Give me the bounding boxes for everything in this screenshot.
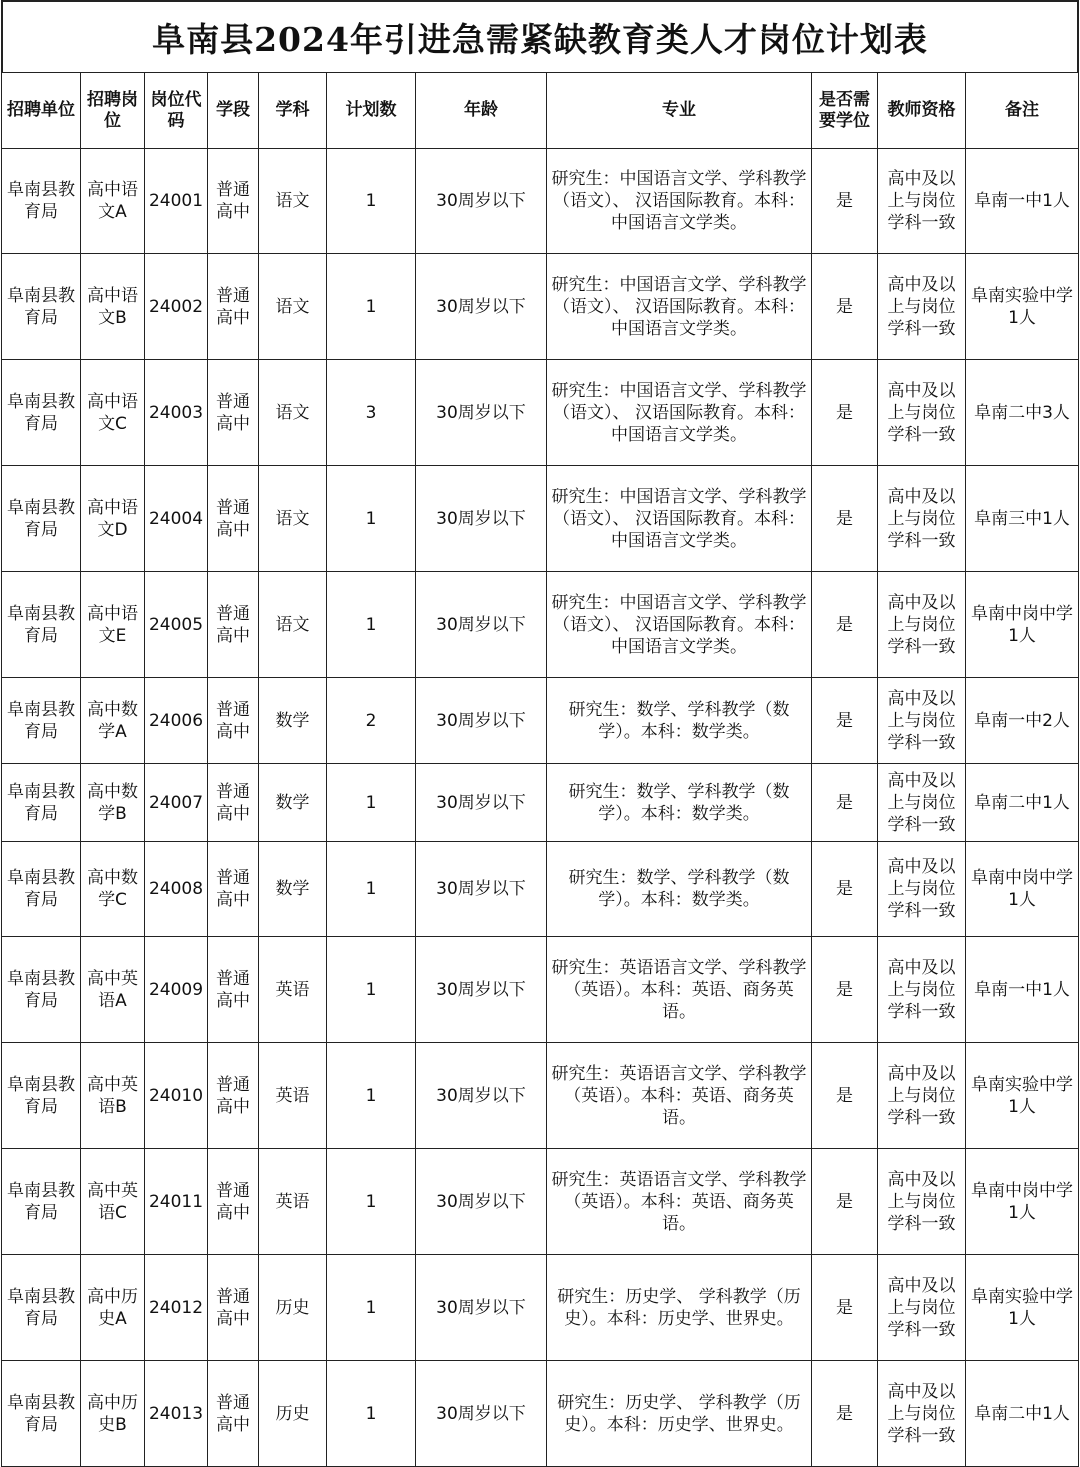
cell-count: 1	[327, 254, 416, 360]
cell-post: 高中语文A	[81, 149, 145, 254]
table-row	[2, 1043, 1079, 1149]
cell-age: 30周岁以下	[416, 572, 547, 678]
cell-subject: 数学	[259, 678, 327, 764]
cell-note: 阜南二中1人	[966, 764, 1079, 842]
header-cell-age: 年龄	[416, 73, 547, 149]
cell-note: 阜南实验中学1人	[966, 1043, 1079, 1149]
cell-note: 阜南实验中学1人	[966, 1255, 1079, 1361]
cell-unit: 阜南县教育局	[2, 1361, 81, 1467]
cell-note: 阜南一中1人	[966, 149, 1079, 254]
table-row	[2, 678, 1079, 764]
cell-major: 研究生：中国语言文学、学科教学（语文）、 汉语国际教育。本科：中国语言文学类。	[547, 149, 812, 254]
cell-unit: 阜南县教育局	[2, 466, 81, 572]
header-cell-cert: 教师资格	[878, 73, 966, 149]
cell-code: 24007	[145, 764, 208, 842]
cell-age: 30周岁以下	[416, 466, 547, 572]
cell-subject: 历史	[259, 1361, 327, 1467]
cell-degree: 是	[812, 254, 878, 360]
cell-post: 高中语文E	[81, 572, 145, 678]
cell-cert: 高中及以上与岗位学科一致	[878, 1255, 966, 1361]
cell-post: 高中语文C	[81, 360, 145, 466]
cell-subject: 历史	[259, 1255, 327, 1361]
cell-unit: 阜南县教育局	[2, 149, 81, 254]
table-row	[2, 360, 1079, 466]
cell-age: 30周岁以下	[416, 360, 547, 466]
cell-cert: 高中及以上与岗位学科一致	[878, 254, 966, 360]
cell-unit: 阜南县教育局	[2, 1043, 81, 1149]
cell-major: 研究生：历史学、 学科教学（历史）。本科：历史学、世界史。	[547, 1255, 812, 1361]
cell-subject: 英语	[259, 1043, 327, 1149]
cell-post: 高中语文D	[81, 466, 145, 572]
header-cell-subject: 学科	[259, 73, 327, 149]
cell-degree: 是	[812, 1361, 878, 1467]
cell-stage: 普通高中	[208, 1361, 259, 1467]
cell-cert: 高中及以上与岗位学科一致	[878, 1043, 966, 1149]
cell-subject: 英语	[259, 1149, 327, 1255]
cell-note: 阜南一中2人	[966, 678, 1079, 764]
cell-age: 30周岁以下	[416, 937, 547, 1043]
cell-degree: 是	[812, 149, 878, 254]
cell-code: 24001	[145, 149, 208, 254]
cell-count: 1	[327, 149, 416, 254]
cell-count: 1	[327, 1149, 416, 1255]
page-title: 阜南县2024年引进急需紧缺教育类人才岗位计划表	[1, 0, 1079, 72]
cell-count: 1	[327, 1255, 416, 1361]
cell-unit: 阜南县教育局	[2, 254, 81, 360]
cell-major: 研究生：英语语言文学、学科教学（英语）。本科：英语、商务英语。	[547, 1043, 812, 1149]
cell-cert: 高中及以上与岗位学科一致	[878, 1149, 966, 1255]
cell-age: 30周岁以下	[416, 254, 547, 360]
cell-stage: 普通高中	[208, 1149, 259, 1255]
cell-note: 阜南实验中学1人	[966, 254, 1079, 360]
cell-degree: 是	[812, 1043, 878, 1149]
cell-post: 高中数学B	[81, 764, 145, 842]
cell-cert: 高中及以上与岗位学科一致	[878, 572, 966, 678]
cell-code: 24005	[145, 572, 208, 678]
cell-cert: 高中及以上与岗位学科一致	[878, 360, 966, 466]
cell-count: 1	[327, 466, 416, 572]
table-row	[2, 1149, 1079, 1255]
cell-stage: 普通高中	[208, 572, 259, 678]
cell-count: 1	[327, 1043, 416, 1149]
cell-count: 1	[327, 1361, 416, 1467]
cell-major: 研究生：历史学、 学科教学（历史）。本科：历史学、世界史。	[547, 1361, 812, 1467]
cell-stage: 普通高中	[208, 764, 259, 842]
cell-age: 30周岁以下	[416, 1149, 547, 1255]
recruitment-plan-table	[1, 72, 1079, 1467]
table-row	[2, 842, 1079, 937]
cell-unit: 阜南县教育局	[2, 572, 81, 678]
cell-unit: 阜南县教育局	[2, 360, 81, 466]
cell-major: 研究生：中国语言文学、学科教学（语文）、 汉语国际教育。本科：中国语言文学类。	[547, 572, 812, 678]
cell-age: 30周岁以下	[416, 764, 547, 842]
table-row	[2, 466, 1079, 572]
cell-count: 2	[327, 678, 416, 764]
cell-post: 高中数学C	[81, 842, 145, 937]
table-row	[2, 254, 1079, 360]
cell-count: 1	[327, 842, 416, 937]
table-body	[2, 149, 1079, 1467]
cell-note: 阜南三中1人	[966, 466, 1079, 572]
cell-major: 研究生：英语语言文学、学科教学（英语）。本科：英语、商务英语。	[547, 1149, 812, 1255]
table-row	[2, 1361, 1079, 1467]
table-row	[2, 764, 1079, 842]
cell-code: 24008	[145, 842, 208, 937]
cell-code: 24013	[145, 1361, 208, 1467]
cell-subject: 英语	[259, 937, 327, 1043]
cell-unit: 阜南县教育局	[2, 678, 81, 764]
cell-major: 研究生：中国语言文学、学科教学（语文）、 汉语国际教育。本科：中国语言文学类。	[547, 254, 812, 360]
cell-major: 研究生：中国语言文学、学科教学（语文）、 汉语国际教育。本科：中国语言文学类。	[547, 466, 812, 572]
cell-age: 30周岁以下	[416, 149, 547, 254]
cell-code: 24004	[145, 466, 208, 572]
header-cell-major: 专业	[547, 73, 812, 149]
cell-unit: 阜南县教育局	[2, 937, 81, 1043]
cell-degree: 是	[812, 572, 878, 678]
cell-age: 30周岁以下	[416, 1361, 547, 1467]
cell-subject: 语文	[259, 360, 327, 466]
cell-note: 阜南中岗中学1人	[966, 842, 1079, 937]
cell-major: 研究生：数学、学科教学（数学）。本科：数学类。	[547, 842, 812, 937]
table-row	[2, 149, 1079, 254]
cell-code: 24006	[145, 678, 208, 764]
cell-code: 24009	[145, 937, 208, 1043]
cell-count: 1	[327, 572, 416, 678]
cell-stage: 普通高中	[208, 466, 259, 572]
cell-note: 阜南中岗中学1人	[966, 1149, 1079, 1255]
cell-age: 30周岁以下	[416, 1043, 547, 1149]
cell-subject: 语文	[259, 254, 327, 360]
header-cell-note: 备注	[966, 73, 1079, 149]
header-row	[2, 73, 1079, 149]
cell-cert: 高中及以上与岗位学科一致	[878, 149, 966, 254]
cell-degree: 是	[812, 678, 878, 764]
cell-post: 高中英语A	[81, 937, 145, 1043]
cell-post: 高中英语B	[81, 1043, 145, 1149]
cell-code: 24010	[145, 1043, 208, 1149]
cell-note: 阜南二中1人	[966, 1361, 1079, 1467]
cell-code: 24011	[145, 1149, 208, 1255]
cell-subject: 数学	[259, 764, 327, 842]
header-cell-degree: 是否需要学位	[812, 73, 878, 149]
cell-count: 3	[327, 360, 416, 466]
cell-post: 高中英语C	[81, 1149, 145, 1255]
cell-degree: 是	[812, 764, 878, 842]
cell-major: 研究生：英语语言文学、学科教学（英语）。本科：英语、商务英语。	[547, 937, 812, 1043]
cell-unit: 阜南县教育局	[2, 764, 81, 842]
header-cell-count: 计划数	[327, 73, 416, 149]
cell-subject: 数学	[259, 842, 327, 937]
cell-post: 高中历史A	[81, 1255, 145, 1361]
cell-degree: 是	[812, 466, 878, 572]
table-row	[2, 1255, 1079, 1361]
cell-subject: 语文	[259, 466, 327, 572]
cell-age: 30周岁以下	[416, 678, 547, 764]
cell-cert: 高中及以上与岗位学科一致	[878, 842, 966, 937]
header-cell-code: 岗位代码	[145, 73, 208, 149]
cell-code: 24003	[145, 360, 208, 466]
cell-degree: 是	[812, 360, 878, 466]
cell-count: 1	[327, 764, 416, 842]
cell-note: 阜南一中1人	[966, 937, 1079, 1043]
cell-degree: 是	[812, 1149, 878, 1255]
cell-note: 阜南中岗中学1人	[966, 572, 1079, 678]
cell-unit: 阜南县教育局	[2, 1255, 81, 1361]
cell-note: 阜南二中3人	[966, 360, 1079, 466]
cell-age: 30周岁以下	[416, 1255, 547, 1361]
cell-stage: 普通高中	[208, 254, 259, 360]
header-cell-post: 招聘岗位	[81, 73, 145, 149]
cell-stage: 普通高中	[208, 678, 259, 764]
cell-stage: 普通高中	[208, 937, 259, 1043]
cell-major: 研究生：中国语言文学、学科教学（语文）、 汉语国际教育。本科：中国语言文学类。	[547, 360, 812, 466]
cell-post: 高中数学A	[81, 678, 145, 764]
cell-unit: 阜南县教育局	[2, 1149, 81, 1255]
cell-cert: 高中及以上与岗位学科一致	[878, 764, 966, 842]
table-row	[2, 572, 1079, 678]
cell-subject: 语文	[259, 149, 327, 254]
cell-code: 24012	[145, 1255, 208, 1361]
cell-count: 1	[327, 937, 416, 1043]
cell-post: 高中语文B	[81, 254, 145, 360]
cell-stage: 普通高中	[208, 1255, 259, 1361]
table-row	[2, 937, 1079, 1043]
cell-cert: 高中及以上与岗位学科一致	[878, 678, 966, 764]
cell-age: 30周岁以下	[416, 842, 547, 937]
cell-stage: 普通高中	[208, 360, 259, 466]
cell-subject: 语文	[259, 572, 327, 678]
cell-cert: 高中及以上与岗位学科一致	[878, 466, 966, 572]
cell-cert: 高中及以上与岗位学科一致	[878, 1361, 966, 1467]
cell-degree: 是	[812, 842, 878, 937]
cell-stage: 普通高中	[208, 149, 259, 254]
cell-degree: 是	[812, 937, 878, 1043]
cell-major: 研究生：数学、学科教学（数学）。本科：数学类。	[547, 764, 812, 842]
cell-stage: 普通高中	[208, 1043, 259, 1149]
cell-degree: 是	[812, 1255, 878, 1361]
cell-code: 24002	[145, 254, 208, 360]
cell-major: 研究生：数学、学科教学（数学）。本科：数学类。	[547, 678, 812, 764]
cell-post: 高中历史B	[81, 1361, 145, 1467]
cell-cert: 高中及以上与岗位学科一致	[878, 937, 966, 1043]
cell-stage: 普通高中	[208, 842, 259, 937]
cell-unit: 阜南县教育局	[2, 842, 81, 937]
header-cell-stage: 学段	[208, 73, 259, 149]
header-cell-unit: 招聘单位	[2, 73, 81, 149]
